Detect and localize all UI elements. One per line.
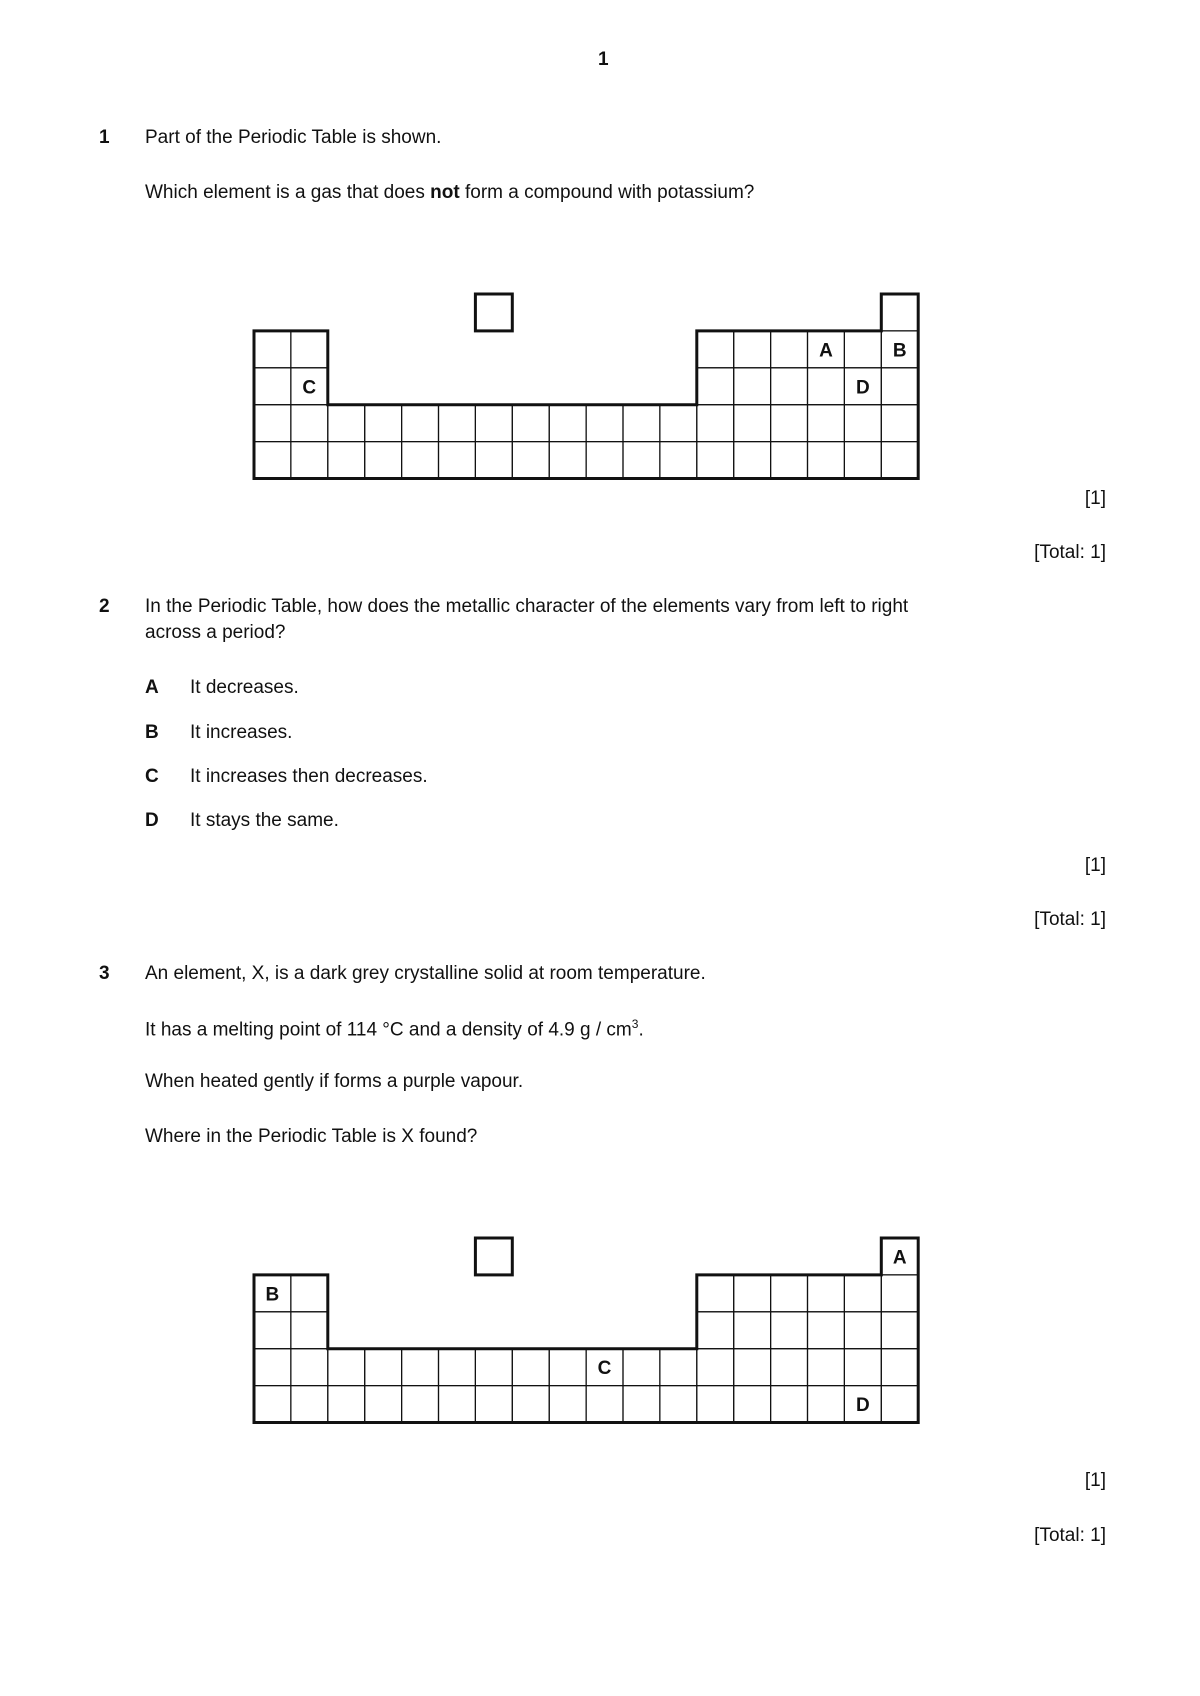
question-2-option-a-text: It decreases.	[190, 677, 299, 698]
table-cell	[771, 1349, 808, 1386]
table-cell	[254, 331, 291, 368]
table-cell	[808, 442, 845, 479]
table-cell	[254, 442, 291, 479]
table-cell	[844, 405, 881, 442]
table-cell	[771, 442, 808, 479]
table-cell	[734, 331, 771, 368]
table-cell	[660, 405, 697, 442]
table-cell	[402, 405, 439, 442]
table-cell	[697, 331, 734, 368]
table-label-a: A	[819, 340, 833, 362]
table-cell	[881, 405, 918, 442]
table-cell	[475, 294, 512, 331]
question-3-text-line-4: Where in the Periodic Table is X found?	[145, 1126, 478, 1147]
table-cell	[660, 442, 697, 479]
table-cell	[439, 405, 476, 442]
question-2-option-a-letter: A	[145, 677, 159, 698]
question-1-intro: Part of the Periodic Table is shown.	[145, 127, 442, 148]
table-cell	[402, 1349, 439, 1386]
table-cell	[808, 1386, 845, 1423]
table-cell	[512, 405, 549, 442]
table-cell	[623, 442, 660, 479]
table-cell	[881, 294, 918, 331]
page-number: 1	[598, 49, 609, 70]
table-cell	[697, 442, 734, 479]
table-cell	[549, 442, 586, 479]
table-cell	[734, 442, 771, 479]
table-label-b: B	[265, 1284, 280, 1306]
table-cell	[365, 405, 402, 442]
table-cell	[328, 1349, 365, 1386]
table-cell	[808, 368, 845, 405]
table-cell	[844, 1275, 881, 1312]
table-cell	[844, 331, 881, 368]
question-1-marks: [1]	[1084, 488, 1106, 509]
question-3-periodic-table	[252, 1236, 924, 1462]
question-1-prompt-bold: not	[430, 182, 460, 203]
question-2-option-c-text: It increases then decreases.	[190, 766, 428, 787]
table-cell	[881, 1312, 918, 1349]
table-cell	[291, 1312, 328, 1349]
table-cell	[771, 331, 808, 368]
table-cell	[808, 1349, 845, 1386]
table-cell	[512, 1349, 549, 1386]
table-cell	[439, 442, 476, 479]
table-label-d: D	[856, 377, 870, 399]
table-cell	[844, 1349, 881, 1386]
question-3-number: 3	[99, 963, 110, 984]
table-cell	[734, 405, 771, 442]
table-cell	[549, 1349, 586, 1386]
question-3-line-2-superscript: 3	[631, 1017, 639, 1031]
table-cell	[439, 1349, 476, 1386]
table-cell	[844, 1312, 881, 1349]
table-cell	[402, 442, 439, 479]
question-1-prompt-pre: Which element is a gas that does	[145, 182, 431, 203]
table-cell	[734, 1349, 771, 1386]
table-cell	[475, 442, 512, 479]
table-cell	[771, 1275, 808, 1312]
table-cell	[844, 442, 881, 479]
table-cell	[365, 1349, 402, 1386]
table-cell	[771, 1386, 808, 1423]
table-cell	[697, 405, 734, 442]
table-cell	[881, 1275, 918, 1312]
question-2-option-d-text: It stays the same.	[190, 810, 339, 831]
table-cell	[254, 1386, 291, 1423]
table-cell	[881, 368, 918, 405]
table-cell	[697, 368, 734, 405]
question-1-prompt-post: form a compound with potassium?	[459, 182, 755, 203]
table-cell	[697, 1275, 734, 1312]
table-cell	[623, 1349, 660, 1386]
table-cell	[771, 1312, 808, 1349]
table-cell	[660, 1349, 697, 1386]
question-1-total: [Total: 1]	[1034, 542, 1106, 563]
table-cell	[697, 1386, 734, 1423]
table-cell	[475, 1386, 512, 1423]
table-cell	[291, 442, 328, 479]
table-cell	[328, 1386, 365, 1423]
question-3-total: [Total: 1]	[1034, 1525, 1106, 1546]
question-1-number: 1	[99, 127, 110, 148]
table-cell	[881, 1349, 918, 1386]
table-cell	[254, 1349, 291, 1386]
table-cell	[771, 368, 808, 405]
table-cell	[881, 1386, 918, 1423]
table-cell	[475, 1238, 512, 1275]
table-cell	[328, 405, 365, 442]
table-cell	[254, 368, 291, 405]
table-cell	[254, 405, 291, 442]
table-cell	[734, 1275, 771, 1312]
table-cell	[734, 368, 771, 405]
table-cell	[512, 1386, 549, 1423]
table-cell	[291, 1386, 328, 1423]
question-3-line-2-text: It has a melting point of 114 °C and a density of 4.9 g / cm	[145, 1019, 632, 1041]
table-label-c: C	[597, 1358, 612, 1380]
table-cell	[512, 442, 549, 479]
question-3-text-line-3: When heated gently if forms a purple vapour.	[145, 1071, 524, 1092]
question-2-number: 2	[99, 596, 110, 617]
question-2-option-c-letter: C	[145, 766, 159, 787]
table-cell	[365, 442, 402, 479]
table-cell	[549, 405, 586, 442]
question-2-text-line-2: across a period?	[145, 622, 286, 643]
table-cell	[402, 1386, 439, 1423]
question-1-prompt	[145, 182, 754, 204]
table-cell	[365, 1386, 402, 1423]
table-cell	[808, 1312, 845, 1349]
question-2-option-b-text: It increases.	[190, 722, 293, 743]
question-2-total: [Total: 1]	[1034, 909, 1106, 930]
table-cell	[734, 1386, 771, 1423]
table-cell	[475, 405, 512, 442]
question-3-text-line-1: An element, X, is a dark grey crystalline solid at room temperature.	[145, 963, 706, 984]
table-cell	[808, 1275, 845, 1312]
table-cell	[475, 1349, 512, 1386]
table-cell	[697, 1312, 734, 1349]
question-2-option-d-letter: D	[145, 810, 159, 831]
table-cell	[771, 405, 808, 442]
question-3-line-2-end: .	[638, 1019, 644, 1041]
question-2-marks: [1]	[1084, 855, 1106, 876]
table-cell	[291, 331, 328, 368]
table-cell	[881, 442, 918, 479]
table-cell	[808, 405, 845, 442]
table-label-b: B	[892, 340, 907, 362]
table-cell	[291, 1349, 328, 1386]
table-label-c: C	[302, 377, 317, 399]
table-cell	[291, 1275, 328, 1312]
table-cell	[549, 1386, 586, 1423]
table-cell	[439, 1386, 476, 1423]
table-cell	[586, 1386, 623, 1423]
table-cell	[660, 1386, 697, 1423]
table-cell	[328, 442, 365, 479]
question-2-text-line-1: In the Periodic Table, how does the metallic character of the elements vary from left to right	[145, 596, 909, 617]
table-label-d: D	[856, 1395, 870, 1416]
table-cell	[623, 405, 660, 442]
question-3-text-line-2	[145, 1017, 644, 1041]
table-cell	[734, 1312, 771, 1349]
table-cell	[254, 1312, 291, 1349]
question-3-marks: [1]	[1084, 1470, 1106, 1491]
question-2-option-b-letter: B	[145, 722, 159, 743]
table-cell	[623, 1386, 660, 1423]
table-label-a: A	[892, 1247, 907, 1269]
table-cell	[291, 405, 328, 442]
question-1-periodic-table	[252, 292, 924, 480]
table-cell	[586, 442, 623, 479]
table-cell	[586, 405, 623, 442]
table-cell	[697, 1349, 734, 1386]
